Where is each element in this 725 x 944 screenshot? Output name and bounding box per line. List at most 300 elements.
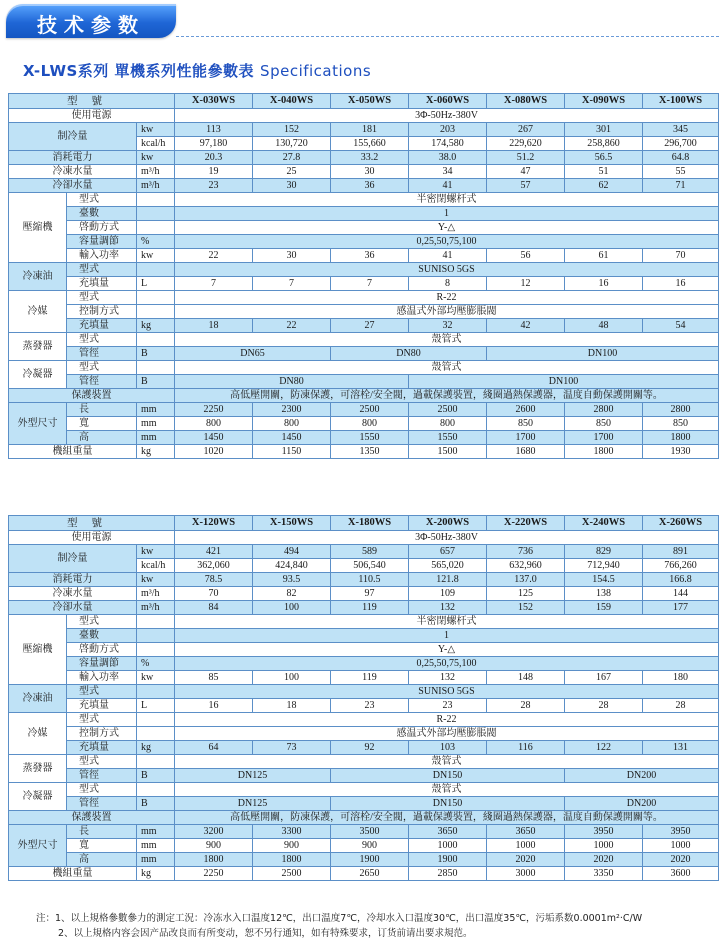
cell-value: 100 xyxy=(253,601,331,615)
unit-label: kcal/h xyxy=(137,137,175,151)
cell-value: 97 xyxy=(331,587,409,601)
cell-value: 100 xyxy=(253,671,331,685)
unit-label: m³/h xyxy=(137,587,175,601)
sub-label: 寬 xyxy=(67,839,137,853)
cell-value: 2800 xyxy=(565,403,643,417)
unit-label: kg xyxy=(137,319,175,333)
table-row xyxy=(9,727,719,741)
sub-label: 充填量 xyxy=(67,277,137,291)
table-row xyxy=(9,165,719,179)
pipe-size: DN125 xyxy=(175,797,331,811)
table-row xyxy=(9,797,719,811)
cell-value: 144 xyxy=(643,587,719,601)
cell-value: 30 xyxy=(253,179,331,193)
sub-label: 管徑 xyxy=(67,769,137,783)
cell-value: 0,25,50,75,100 xyxy=(175,235,719,249)
unit-label xyxy=(137,727,175,741)
unit-label: B xyxy=(137,769,175,783)
cell-value: 800 xyxy=(331,417,409,431)
unit-label: L xyxy=(137,699,175,713)
table-row xyxy=(9,249,719,263)
cell-value: 850 xyxy=(565,417,643,431)
power-value: 3Φ-50Hz-380V xyxy=(175,531,719,545)
pipe-size: DN100 xyxy=(487,347,719,361)
cell-value: 119 xyxy=(331,671,409,685)
cell-value: 132 xyxy=(409,601,487,615)
sub-label: 型式 xyxy=(67,615,137,629)
unit-label: mm xyxy=(137,403,175,417)
cell-value: 1000 xyxy=(643,839,719,853)
cell-value: 27 xyxy=(331,319,409,333)
unit-label xyxy=(137,783,175,797)
cell-value: 殼管式 xyxy=(175,755,719,769)
unit-label: m³/h xyxy=(137,165,175,179)
model-name: X-200WS xyxy=(409,516,487,531)
cell-value: 148 xyxy=(487,671,565,685)
cell-value: 657 xyxy=(409,545,487,559)
cell-value: 感温式外部均壓膨脹閥 xyxy=(175,727,719,741)
unit-label xyxy=(137,615,175,629)
unit-label: % xyxy=(137,235,175,249)
sub-label: 型式 xyxy=(67,263,137,277)
table-row xyxy=(9,221,719,235)
cell-value: 92 xyxy=(331,741,409,755)
cell-value: 3600 xyxy=(643,867,719,881)
cell-value: 900 xyxy=(331,839,409,853)
cell-value: 55 xyxy=(643,165,719,179)
model-name: X-120WS xyxy=(175,516,253,531)
cell-value: 28 xyxy=(487,699,565,713)
unit-label xyxy=(137,263,175,277)
unit-label: kg xyxy=(137,741,175,755)
cell-value: 267 xyxy=(487,123,565,137)
cell-value: 424,840 xyxy=(253,559,331,573)
sub-label: 型式 xyxy=(67,193,137,207)
unit-label: mm xyxy=(137,825,175,839)
cell-value: 1350 xyxy=(331,445,409,459)
group-label: 蒸發器 xyxy=(9,333,67,361)
cell-value: 138 xyxy=(565,587,643,601)
row-label: 消耗電力 xyxy=(9,573,137,587)
table-row xyxy=(9,531,719,545)
cell-value: 51 xyxy=(565,165,643,179)
cell-value: 3500 xyxy=(331,825,409,839)
table-row xyxy=(9,629,719,643)
spec-table-1 xyxy=(8,93,719,459)
group-label: 外型尺寸 xyxy=(9,825,67,867)
row-label: 冷卻水量 xyxy=(9,601,137,615)
pipe-size: DN80 xyxy=(175,375,409,389)
sub-label: 型式 xyxy=(67,713,137,727)
cell-value: 167 xyxy=(565,671,643,685)
cell-value: 23 xyxy=(175,179,253,193)
table-row xyxy=(9,333,719,347)
cell-value: 712,940 xyxy=(565,559,643,573)
cell-value: 2850 xyxy=(409,867,487,881)
cell-value: 589 xyxy=(331,545,409,559)
cell-value: 84 xyxy=(175,601,253,615)
table-row xyxy=(9,825,719,839)
pipe-size: DN80 xyxy=(331,347,487,361)
group-label: 冷凝器 xyxy=(9,783,67,811)
cell-value: 1550 xyxy=(331,431,409,445)
unit-label: kw xyxy=(137,249,175,263)
unit-label xyxy=(137,333,175,347)
cell-value: 1800 xyxy=(565,445,643,459)
unit-label xyxy=(137,643,175,657)
group-label: 冷媒 xyxy=(9,713,67,755)
cell-value: 28 xyxy=(643,699,719,713)
table-heading-cn: X-LWS系列 單機系列性能參數表 xyxy=(23,62,255,80)
table-row xyxy=(9,235,719,249)
cell-value: 301 xyxy=(565,123,643,137)
unit-label: kg xyxy=(137,445,175,459)
cell-value: 1800 xyxy=(253,853,331,867)
cell-value: 3950 xyxy=(565,825,643,839)
table-row xyxy=(9,417,719,431)
cell-value: 1450 xyxy=(175,431,253,445)
sub-label: 啓動方式 xyxy=(67,643,137,657)
cell-value: 2020 xyxy=(487,853,565,867)
cell-value: 70 xyxy=(175,587,253,601)
table-row xyxy=(9,713,719,727)
cell-value: 2600 xyxy=(487,403,565,417)
cell-value: 1000 xyxy=(565,839,643,853)
cell-value: 1 xyxy=(175,207,719,221)
cell-value: 736 xyxy=(487,545,565,559)
model-name: X-150WS xyxy=(253,516,331,531)
cell-value: 62 xyxy=(565,179,643,193)
cell-value: 152 xyxy=(487,601,565,615)
table-heading xyxy=(23,60,371,81)
sub-label: 臺數 xyxy=(67,207,137,221)
cell-value: 7 xyxy=(253,277,331,291)
cell-value: 54 xyxy=(643,319,719,333)
row-label: 冷凍水量 xyxy=(9,165,137,179)
cell-value: 421 xyxy=(175,545,253,559)
table-row xyxy=(9,573,719,587)
cell-value: 感温式外部均壓膨脹閥 xyxy=(175,305,719,319)
cell-value: 109 xyxy=(409,587,487,601)
cell-value: 19 xyxy=(175,165,253,179)
sub-label: 控制方式 xyxy=(67,727,137,741)
table-row xyxy=(9,839,719,853)
unit-label xyxy=(137,221,175,235)
cell-value: 38.0 xyxy=(409,151,487,165)
row-label: 冷凍水量 xyxy=(9,587,137,601)
footnote-2: 2、以上規格内容会因产品改良而有所变动，恕不另行通知，如有特殊要求，订货前请出要求規范。 xyxy=(58,928,473,939)
table-heading-en: Specifications xyxy=(260,62,372,80)
cell-value: 1000 xyxy=(409,839,487,853)
table-row xyxy=(9,193,719,207)
unit-label: B xyxy=(137,797,175,811)
unit-label xyxy=(137,207,175,221)
cell-value: 32 xyxy=(409,319,487,333)
model-name: X-180WS xyxy=(331,516,409,531)
cell-value: 3000 xyxy=(487,867,565,881)
cell-value: 121.8 xyxy=(409,573,487,587)
model-header-label: 型號 xyxy=(9,516,175,531)
cell-value: 41 xyxy=(409,249,487,263)
table-row xyxy=(9,601,719,615)
header-row xyxy=(9,94,719,109)
cell-value: 125 xyxy=(487,587,565,601)
row-label: 機組重量 xyxy=(9,867,137,881)
unit-label: kw xyxy=(137,573,175,587)
cell-value: 203 xyxy=(409,123,487,137)
cell-value: 97,180 xyxy=(175,137,253,151)
cell-value: 122 xyxy=(565,741,643,755)
cell-value: 1800 xyxy=(643,431,719,445)
cell-value: 56.5 xyxy=(565,151,643,165)
row-label: 使用電源 xyxy=(9,531,175,545)
table-row xyxy=(9,361,719,375)
unit-label: mm xyxy=(137,417,175,431)
row-label: 冷卻水量 xyxy=(9,179,137,193)
cell-value: 0,25,50,75,100 xyxy=(175,657,719,671)
cell-value: 7 xyxy=(331,277,409,291)
cell-value: 850 xyxy=(487,417,565,431)
pipe-size: DN100 xyxy=(409,375,719,389)
cell-value: 110.5 xyxy=(331,573,409,587)
cell-value: 70 xyxy=(643,249,719,263)
cell-value: 8 xyxy=(409,277,487,291)
cell-value: Y-△ xyxy=(175,221,719,235)
group-label: 冷凝器 xyxy=(9,361,67,389)
table-row xyxy=(9,699,719,713)
sub-label: 寬 xyxy=(67,417,137,431)
cell-value: 800 xyxy=(253,417,331,431)
cell-value: 殼管式 xyxy=(175,361,719,375)
pipe-size: DN65 xyxy=(175,347,331,361)
table-row xyxy=(9,445,719,459)
sub-label: 管徑 xyxy=(67,347,137,361)
table-row xyxy=(9,319,719,333)
unit-label: kw xyxy=(137,671,175,685)
pipe-size: DN150 xyxy=(331,797,565,811)
cell-value: 3950 xyxy=(643,825,719,839)
cell-value: 152 xyxy=(253,123,331,137)
protection-text: 高低壓開關，防凍保護，可溶栓/安全閥，過載保護裝置，綫圈過熱保護器，温度自動保護開關等。 xyxy=(175,389,719,403)
row-label: 使用電源 xyxy=(9,109,175,123)
cell-value: 12 xyxy=(487,277,565,291)
sub-label: 容量調節 xyxy=(67,235,137,249)
cell-value: 155,660 xyxy=(331,137,409,151)
unit-label xyxy=(137,629,175,643)
section-title: 技术参数 xyxy=(37,13,145,37)
cell-value: 766,260 xyxy=(643,559,719,573)
unit-label: mm xyxy=(137,853,175,867)
sub-label: 型式 xyxy=(67,333,137,347)
sub-label: 型式 xyxy=(67,685,137,699)
cell-value: 18 xyxy=(175,319,253,333)
table-row xyxy=(9,291,719,305)
cell-value: 829 xyxy=(565,545,643,559)
cell-value: 154.5 xyxy=(565,573,643,587)
cell-value: 3650 xyxy=(409,825,487,839)
cell-value: 1700 xyxy=(565,431,643,445)
cell-value: 296,700 xyxy=(643,137,719,151)
cell-value: 64.8 xyxy=(643,151,719,165)
cell-value: 36 xyxy=(331,179,409,193)
cell-value: 85 xyxy=(175,671,253,685)
sub-label: 容量調節 xyxy=(67,657,137,671)
cell-value: R-22 xyxy=(175,291,719,305)
table-row xyxy=(9,741,719,755)
cell-value: 1680 xyxy=(487,445,565,459)
cell-value: 800 xyxy=(175,417,253,431)
cell-value: 33.2 xyxy=(331,151,409,165)
cell-value: R-22 xyxy=(175,713,719,727)
cell-value: 18 xyxy=(253,699,331,713)
table-row xyxy=(9,755,719,769)
table-row xyxy=(9,347,719,361)
unit-label: m³/h xyxy=(137,179,175,193)
group-label: 壓縮機 xyxy=(9,615,67,685)
cell-value: 71 xyxy=(643,179,719,193)
group-label: 冷凍油 xyxy=(9,685,67,713)
cell-value: 22 xyxy=(253,319,331,333)
cell-value: 47 xyxy=(487,165,565,179)
cell-value: 25 xyxy=(253,165,331,179)
sub-label: 充填量 xyxy=(67,699,137,713)
footnotes xyxy=(36,911,642,941)
cell-value: 131 xyxy=(643,741,719,755)
cell-value: 78.5 xyxy=(175,573,253,587)
cell-value: Y-△ xyxy=(175,643,719,657)
table-row xyxy=(9,685,719,699)
table-row xyxy=(9,615,719,629)
unit-label: m³/h xyxy=(137,601,175,615)
cell-value: 506,540 xyxy=(331,559,409,573)
cell-value: 103 xyxy=(409,741,487,755)
table-row xyxy=(9,277,719,291)
cell-value: 137.0 xyxy=(487,573,565,587)
table-row xyxy=(9,545,719,559)
sub-label: 充填量 xyxy=(67,741,137,755)
row-label: 保護裝置 xyxy=(9,811,175,825)
pipe-size: DN150 xyxy=(331,769,565,783)
sub-label: 高 xyxy=(67,431,137,445)
cell-value: 1 xyxy=(175,629,719,643)
cell-value: 2800 xyxy=(643,403,719,417)
row-label: 消耗電力 xyxy=(9,151,137,165)
cell-value: 177 xyxy=(643,601,719,615)
sub-label: 啓動方式 xyxy=(67,221,137,235)
unit-label xyxy=(137,291,175,305)
cell-value: 56 xyxy=(487,249,565,263)
cell-value: 2250 xyxy=(175,403,253,417)
table-row xyxy=(9,853,719,867)
cell-value: 1900 xyxy=(409,853,487,867)
header-row xyxy=(9,516,719,531)
cell-value: 30 xyxy=(331,165,409,179)
model-name: X-220WS xyxy=(487,516,565,531)
cell-value: 82 xyxy=(253,587,331,601)
table-row xyxy=(9,643,719,657)
group-label: 冷媒 xyxy=(9,291,67,333)
pipe-size: DN200 xyxy=(565,769,719,783)
sub-label: 型式 xyxy=(67,783,137,797)
sub-label: 管徑 xyxy=(67,375,137,389)
cell-value: 57 xyxy=(487,179,565,193)
model-name: X-260WS xyxy=(643,516,719,531)
cell-value: 891 xyxy=(643,545,719,559)
unit-label: L xyxy=(137,277,175,291)
unit-label xyxy=(137,361,175,375)
unit-label xyxy=(137,193,175,207)
cell-value: 362,060 xyxy=(175,559,253,573)
spec-table-2 xyxy=(8,515,719,881)
cell-value: 850 xyxy=(643,417,719,431)
cell-value: 2020 xyxy=(565,853,643,867)
unit-label: kw xyxy=(137,123,175,137)
cell-value: 殼管式 xyxy=(175,783,719,797)
sub-label: 長 xyxy=(67,403,137,417)
cell-value: 632,960 xyxy=(487,559,565,573)
cell-value: 132 xyxy=(409,671,487,685)
sub-label: 型式 xyxy=(67,755,137,769)
cell-value: 27.8 xyxy=(253,151,331,165)
cell-value: 1020 xyxy=(175,445,253,459)
cell-value: 93.5 xyxy=(253,573,331,587)
cell-value: 23 xyxy=(331,699,409,713)
sub-label: 高 xyxy=(67,853,137,867)
table-row xyxy=(9,179,719,193)
pipe-size: DN200 xyxy=(565,797,719,811)
header-divider xyxy=(176,36,719,37)
cell-value: 3200 xyxy=(175,825,253,839)
cell-value: SUNISO 5GS xyxy=(175,685,719,699)
section-title-badge xyxy=(6,4,176,38)
cell-value: 1450 xyxy=(253,431,331,445)
cell-value: 23 xyxy=(409,699,487,713)
unit-label xyxy=(137,713,175,727)
table-row xyxy=(9,769,719,783)
cell-value: 34 xyxy=(409,165,487,179)
model-name: X-100WS xyxy=(643,94,719,109)
model-name: X-080WS xyxy=(487,94,565,109)
unit-label: B xyxy=(137,347,175,361)
cell-value: 61 xyxy=(565,249,643,263)
cell-value: 1150 xyxy=(253,445,331,459)
table-row xyxy=(9,263,719,277)
cell-value: 20.3 xyxy=(175,151,253,165)
table-row xyxy=(9,389,719,403)
table-row xyxy=(9,207,719,221)
cell-value: 116 xyxy=(487,741,565,755)
cell-value: 2500 xyxy=(331,403,409,417)
cell-value: 48 xyxy=(565,319,643,333)
group-label: 壓縮機 xyxy=(9,193,67,263)
cell-value: 1500 xyxy=(409,445,487,459)
sub-label: 長 xyxy=(67,825,137,839)
protection-text: 高低壓開關，防凍保護，可溶栓/安全閥，過載保護裝置，綫圈過熱保護器，温度自動保護開關等。 xyxy=(175,811,719,825)
cell-value: 2650 xyxy=(331,867,409,881)
table-row xyxy=(9,431,719,445)
cell-value: 1900 xyxy=(331,853,409,867)
sub-label: 型式 xyxy=(67,291,137,305)
cell-value: 36 xyxy=(331,249,409,263)
model-name: X-030WS xyxy=(175,94,253,109)
group-label: 蒸發器 xyxy=(9,755,67,783)
unit-label xyxy=(137,685,175,699)
unit-label xyxy=(137,755,175,769)
cell-value: 2300 xyxy=(253,403,331,417)
unit-label: kcal/h xyxy=(137,559,175,573)
table-row xyxy=(9,375,719,389)
cell-value: 2250 xyxy=(175,867,253,881)
